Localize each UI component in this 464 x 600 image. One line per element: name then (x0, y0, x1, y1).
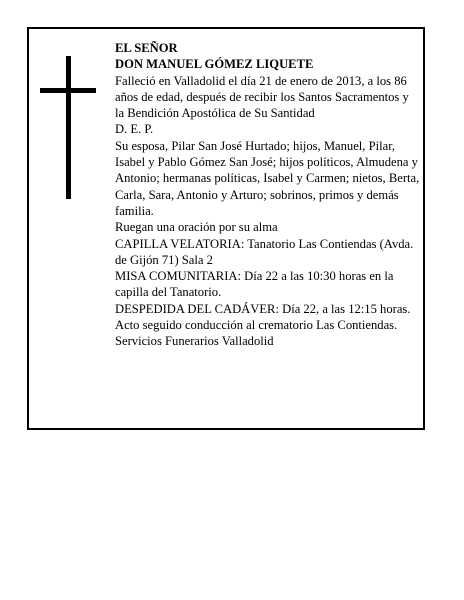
chapel-info: CAPILLA VELATORIA: Tanatorio Las Contiendas (Avda. de Gijón 71) Sala 2 (115, 236, 414, 267)
rip-line: D. E. P. (115, 122, 154, 137)
prayer-request: Ruegan una oración por su alma (115, 220, 278, 235)
obituary-notice (27, 27, 425, 430)
cross-icon (40, 56, 96, 199)
deceased-name: DON MANUEL GÓMEZ LIQUETE (115, 57, 314, 72)
farewell-info: DESPEDIDA DEL CADÁVER: Día 22, a las 12:15 horas. Acto seguido conducción al crematorio Las Contiendas. (115, 301, 411, 333)
notice-title: EL SEÑOR (115, 41, 178, 55)
family-list: Su esposa, Pilar San José Hurtado; hijos, Manuel, Pilar, Isabel y Pablo Gómez San José; hijos políticos, Almudena y Antonio; hermanas políticas, Isabel y Carmen; nietos, Berta, Carla, Sara, Antonio y Arturo; sobrinos, primos y demás familia. (115, 138, 420, 218)
funeral-home: Servicios Funerarios Valladolid (115, 334, 274, 349)
death-statement: Falleció en Valladolid el día 21 de enero de 2013, a los 86 años de edad, después de recibir los Santos Sacramentos y la Bendición Apostólica de Su Santidad (115, 73, 409, 121)
notice-text (115, 40, 420, 350)
mass-info: MISA COMUNITARIA: Día 22 a las 10:30 horas en la capilla del Tanatorio. (115, 269, 394, 300)
